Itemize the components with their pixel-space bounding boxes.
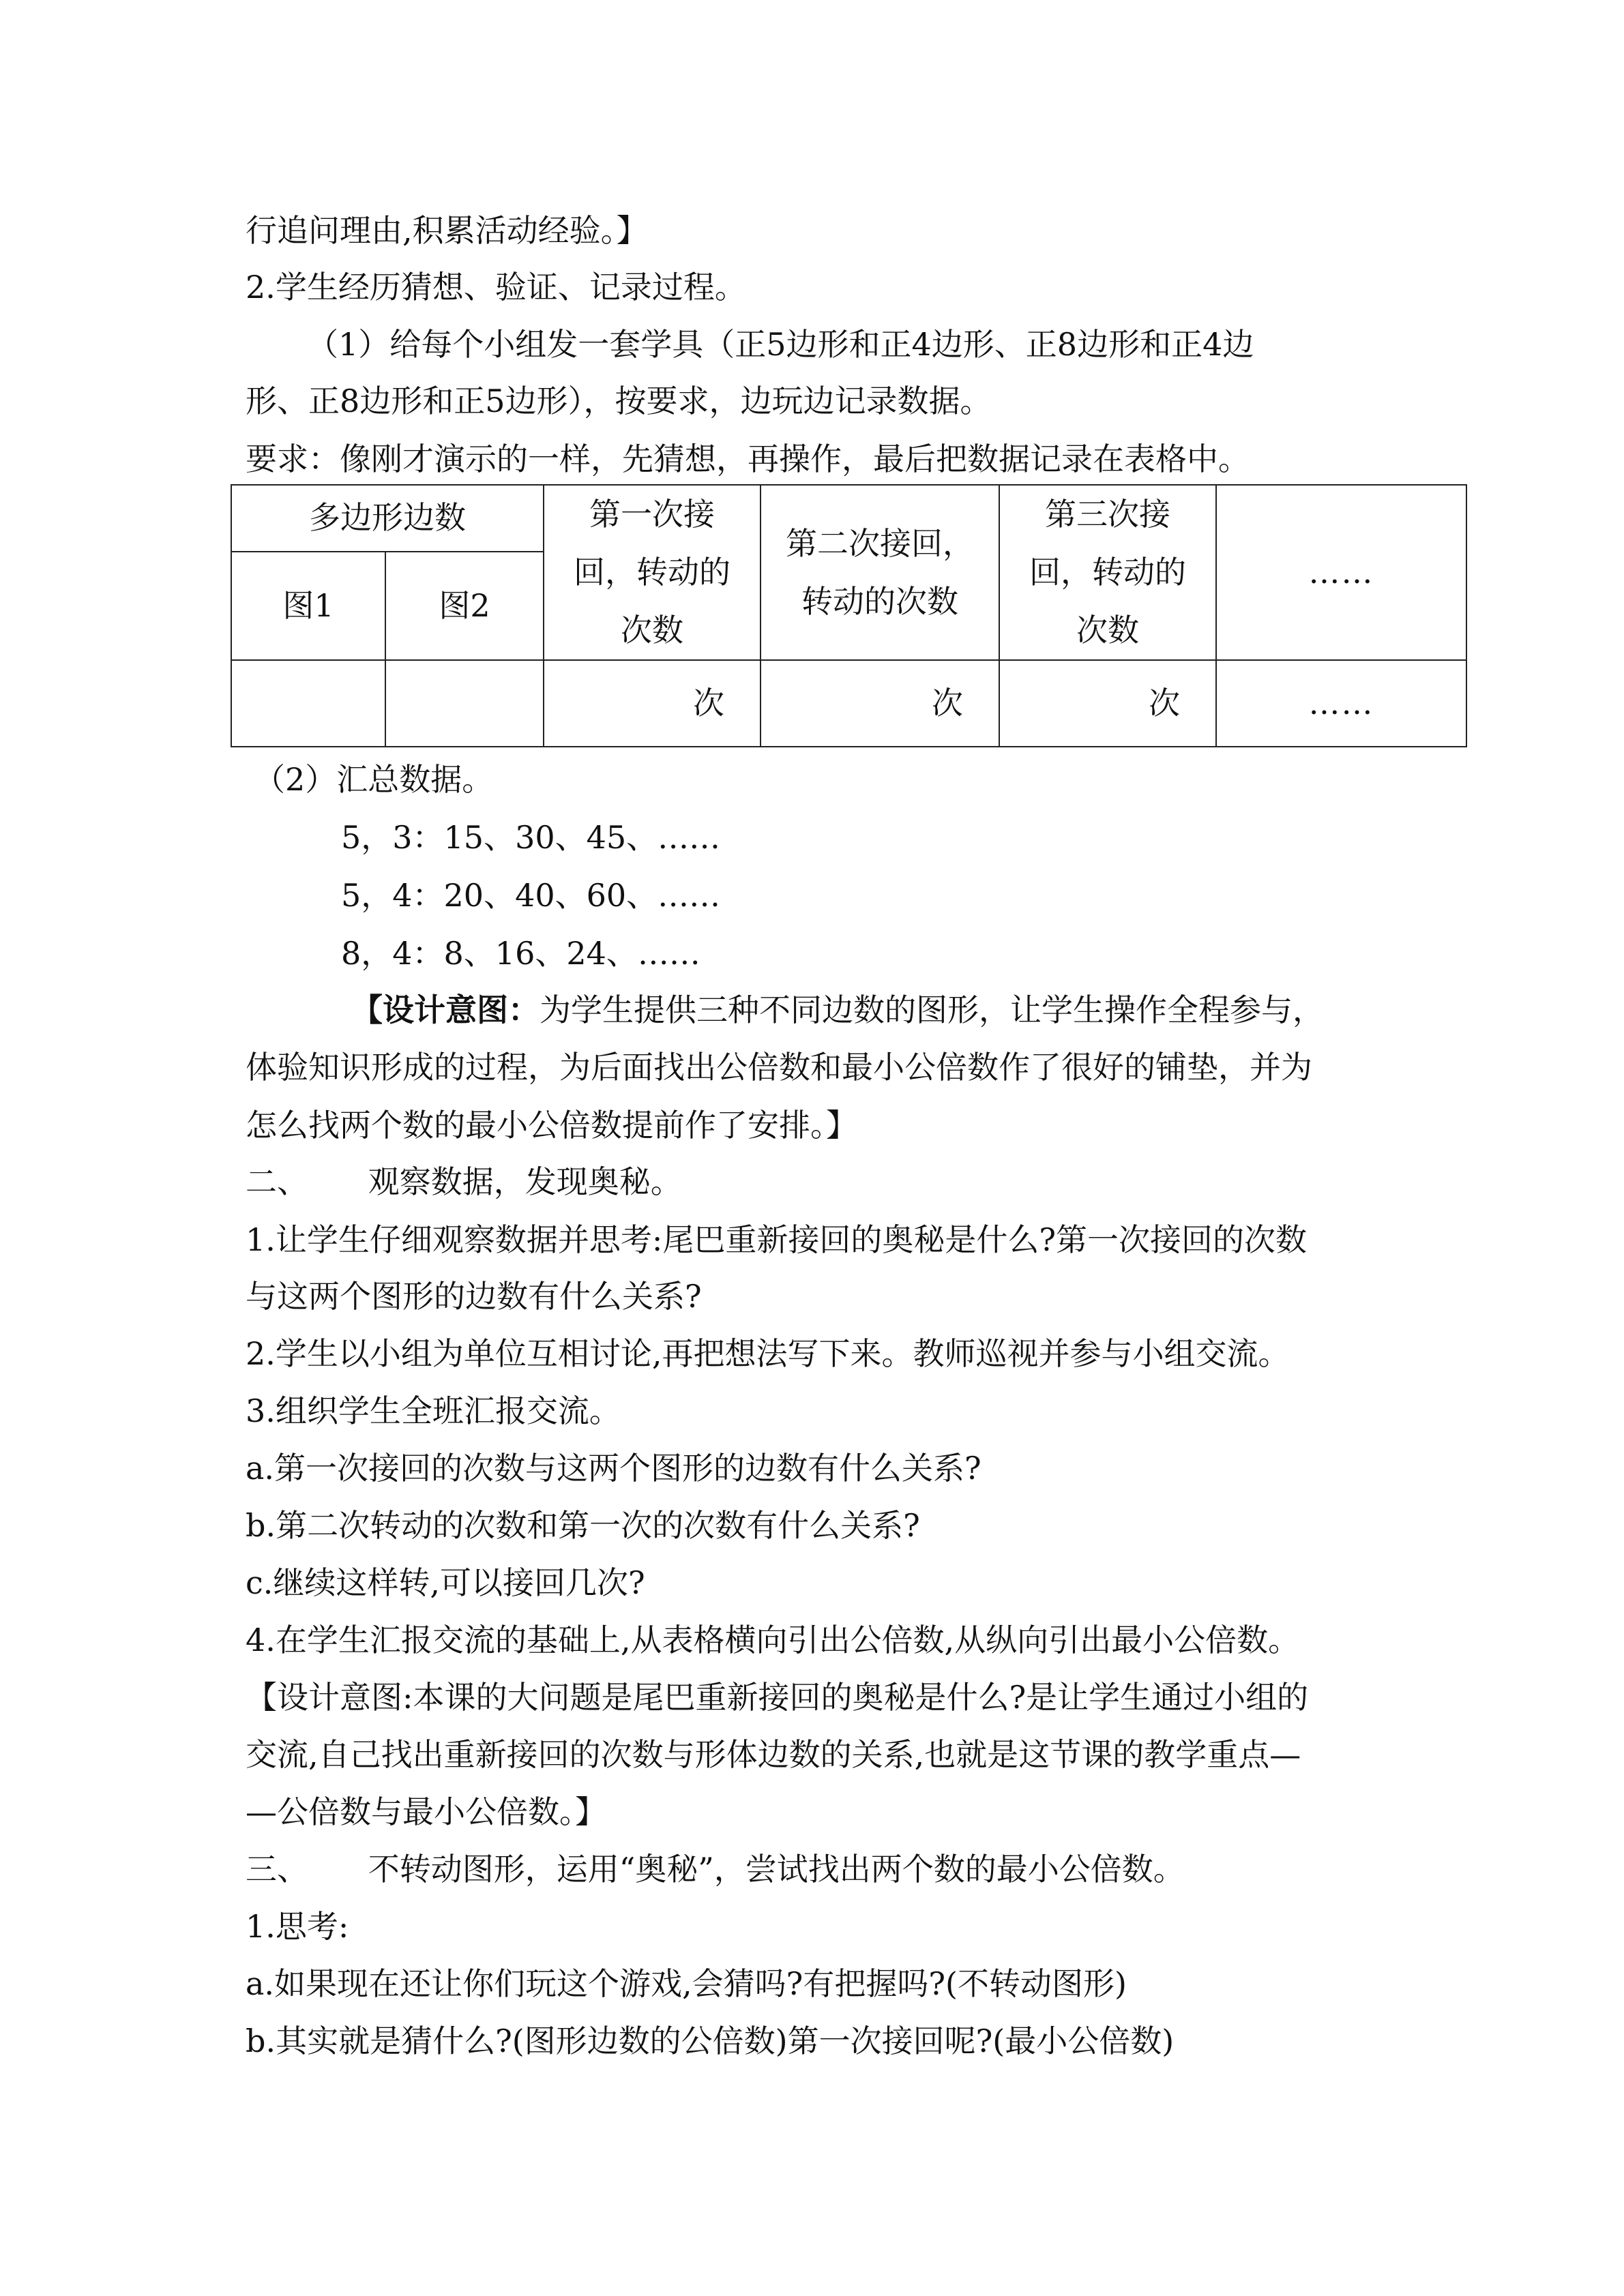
paragraph-line: a.第一次接回的次数与这两个图形的边数有什么关系? bbox=[246, 1450, 981, 1487]
cell-first-count: 次 bbox=[544, 660, 761, 747]
header-figure-2: 图2 bbox=[385, 552, 544, 661]
header-polygon-sides: 多边形边数 bbox=[231, 485, 544, 552]
design-intent-line: 体验知识形成的过程，为后面找出公倍数和最小公倍数作了很好的铺垫，并为 bbox=[246, 1049, 1312, 1086]
header-third-return: 第三次接 回，转动的 次数 bbox=[999, 485, 1216, 660]
paragraph-line: —公倍数与最小公倍数。】 bbox=[246, 1793, 606, 1830]
section-heading: 三、 不转动图形，运用“奥秘”，尝试找出两个数的最小公倍数。 bbox=[246, 1851, 1185, 1888]
header-figure-1: 图1 bbox=[231, 552, 385, 661]
paragraph-line: 【设计意图:本课的大问题是尾巴重新接回的奥秘是什么?是让学生通过小组的 bbox=[246, 1679, 1309, 1716]
header-more: …… bbox=[1216, 485, 1466, 660]
paragraph-line: a.如果现在还让你们玩这个游戏,会猜吗?有把握吗?(不转动图形) bbox=[246, 1965, 1127, 2002]
paragraph-line: 4.在学生汇报交流的基础上,从表格横向引出公倍数,从纵向引出最小公倍数。 bbox=[246, 1622, 1300, 1658]
cell-figure-1 bbox=[231, 660, 385, 747]
summary-title: （2）汇总数据。 bbox=[254, 761, 494, 798]
header-second-return: 第二次接回， 转动的次数 bbox=[761, 485, 999, 660]
paragraph-line: b.第二次转动的次数和第一次的次数有什么关系? bbox=[246, 1507, 920, 1544]
cell-figure-2 bbox=[385, 660, 544, 747]
paragraph-line: c.继续这样转,可以接回几次? bbox=[246, 1564, 645, 1601]
paragraph-line: 要求：像刚才演示的一样，先猜想，再操作，最后把数据记录在表格中。 bbox=[246, 441, 1250, 477]
cell-more: …… bbox=[1216, 660, 1466, 747]
paragraph-line: 2.学生经历猜想、验证、记录过程。 bbox=[246, 269, 746, 305]
paragraph-line: 3.组织学生全班汇报交流。 bbox=[246, 1392, 621, 1429]
paragraph-line: 1.让学生仔细观察数据并思考:尾巴重新接回的奥秘是什么?第一次接回的次数 bbox=[246, 1221, 1308, 1258]
summary-row: 8，4：8、16、24、…… bbox=[341, 935, 700, 972]
paragraph-line: 形、正8边形和正5边形），按要求，边玩边记录数据。 bbox=[246, 383, 992, 419]
design-intent-line: 怎么找两个数的最小公倍数提前作了安排。】 bbox=[246, 1107, 857, 1144]
cell-third-count: 次 bbox=[999, 660, 1216, 747]
data-record-table bbox=[231, 484, 1467, 747]
paragraph-line: 行追问理由,积累活动经验。】 bbox=[246, 212, 648, 249]
paragraph-line: 交流,自己找出重新接回的次数与形体边数的关系,也就是这节课的教学重点— bbox=[246, 1736, 1301, 1773]
summary-row: 5，3：15、30、45、…… bbox=[341, 819, 721, 856]
paragraph-line: 与这两个图形的边数有什么关系? bbox=[246, 1278, 702, 1315]
paragraph-line: 2.学生以小组为单位互相讨论,再把想法写下来。教师巡视并参与小组交流。 bbox=[246, 1335, 1290, 1372]
section-heading: 二、 观察数据，发现奥秘。 bbox=[246, 1163, 682, 1200]
cell-second-count: 次 bbox=[761, 660, 999, 747]
paragraph-line: 1.思考: bbox=[246, 1908, 349, 1945]
design-intent-line: 【设计意图：为学生提供三种不同边数的图形，让学生操作全程参与， bbox=[351, 992, 1324, 1028]
paragraph-line: （1）给每个小组发一套学具（正5边形和正4边形、正8边形和正4边 bbox=[307, 326, 1254, 363]
summary-row: 5，4：20、40、60、…… bbox=[341, 877, 721, 914]
header-first-return: 第一次接 回，转动的 次数 bbox=[544, 485, 761, 660]
paragraph-line: b.其实就是猜什么?(图形边数的公倍数)第一次接回呢?(最小公倍数) bbox=[246, 2023, 1175, 2059]
design-intent-label: 【设计意图： bbox=[351, 992, 540, 1028]
